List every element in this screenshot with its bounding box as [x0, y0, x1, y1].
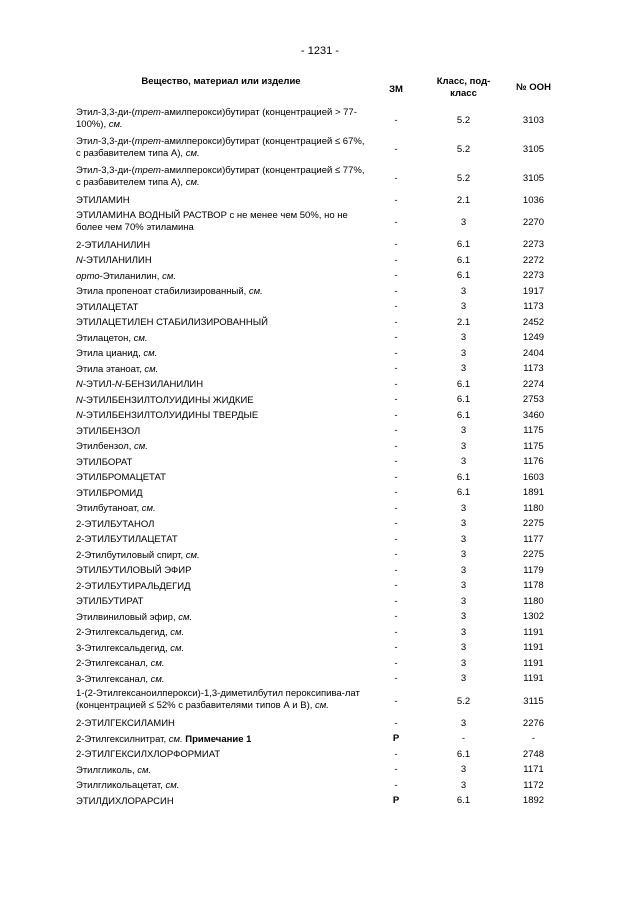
zm-cell: - — [394, 642, 398, 654]
header-un: № ООН — [516, 82, 551, 93]
class-cell: 3 — [460, 301, 467, 313]
header-zm: ЗМ — [389, 84, 403, 95]
substance-name: ЭТИЛБОРАТ — [76, 456, 133, 468]
substance-table — [76, 106, 576, 809]
header-class-line2: класс — [450, 88, 477, 99]
substance-name: 2-Этилбутиловый спирт, см. — [76, 549, 200, 561]
table-row — [76, 315, 576, 331]
substance-name: 2-ЭТИЛАНИЛИН — [76, 239, 151, 251]
table-row — [76, 470, 576, 486]
table-row — [76, 424, 576, 440]
zm-cell: - — [394, 518, 398, 530]
substance-name: ЭТИЛБРОМАЦЕТАТ — [76, 472, 166, 483]
un-number-cell: 2273 — [522, 270, 545, 282]
class-cell: 6.1 — [456, 471, 471, 483]
un-number-cell: 1302 — [522, 611, 545, 623]
substance-name: N-ЭТИЛ-N-БЕНЗИЛАНИЛИН — [76, 379, 204, 390]
zm-cell: - — [394, 143, 398, 155]
class-cell: 3 — [460, 764, 467, 776]
zm-cell: P — [392, 733, 400, 745]
zm-cell: - — [394, 285, 398, 297]
un-number-cell: 1891 — [522, 487, 545, 499]
zm-cell: - — [394, 409, 398, 421]
zm-cell: - — [394, 378, 398, 390]
class-cell: 3 — [460, 717, 467, 729]
un-number-cell: 1176 — [523, 456, 544, 468]
un-number-cell: 1917 — [522, 285, 545, 297]
substance-name: орто-Этиланилин, см. — [76, 270, 176, 282]
un-number-cell: 3105 — [522, 143, 545, 155]
table-row — [76, 346, 576, 362]
zm-cell: - — [394, 254, 398, 266]
class-cell: 2.1 — [456, 316, 471, 328]
zm-cell: - — [394, 657, 398, 669]
substance-name: 3-Этилгексальдегид, см. — [76, 642, 185, 654]
zm-cell: - — [394, 425, 398, 437]
un-number-cell: 1249 — [522, 332, 545, 344]
substance-name: ЭТИЛБУТИЛОВЫЙ ЭФИР — [76, 565, 192, 576]
substance-name: 2-ЭТИЛГЕКСИЛХЛОРФОРМИАТ — [76, 749, 221, 760]
table-row — [76, 106, 576, 135]
substance-name: Этилацетон, см. — [76, 332, 148, 344]
class-cell: 3 — [460, 626, 467, 638]
un-number-cell: 3460 — [522, 409, 545, 421]
zm-cell: - — [394, 748, 398, 760]
table-row — [76, 641, 576, 657]
table-row — [76, 486, 576, 502]
un-number-cell: 1172 — [523, 779, 544, 791]
table-row — [76, 563, 576, 579]
class-cell: 3 — [460, 347, 467, 359]
zm-cell: - — [394, 332, 398, 344]
substance-name: Этилбутаноат, см. — [76, 503, 156, 514]
substance-name: 1-(2-Этилгексаноилперокси)-1,3-диметилбутил пероксипива-лат (концентрацией ≤ 52% с разбавителями типов А и В), см. — [76, 688, 360, 711]
table-row — [76, 763, 576, 779]
class-cell: 3 — [460, 564, 467, 576]
class-cell: 6.1 — [456, 270, 471, 282]
substance-name: ЭТИЛАЦЕТИЛЕН СТАБИЛИЗИРОВАННЫЙ — [76, 317, 268, 328]
substance-name: 2-Этилгексанал, см. — [76, 658, 165, 669]
table-row — [76, 610, 576, 626]
zm-cell: - — [394, 456, 398, 468]
substance-name: ЭТИЛАМИНА ВОДНЫЙ РАСТВОР с не менее чем 50%, но не более чем 70% этиламина — [76, 209, 348, 233]
header-class — [426, 76, 501, 100]
class-cell: 5.2 — [456, 114, 471, 126]
table-row — [76, 625, 576, 641]
class-cell: 3 — [460, 580, 467, 592]
class-cell: 3 — [460, 595, 467, 607]
substance-name: Этилгликольацетат, см. — [76, 780, 180, 791]
un-number-cell: 3115 — [523, 695, 544, 707]
substance-name: 2-ЭТИЛБУТИРАЛЬДЕГИД — [76, 580, 191, 592]
table-row — [76, 656, 576, 672]
table-row — [76, 331, 576, 347]
un-number-cell: 1180 — [523, 595, 544, 607]
zm-cell: - — [394, 471, 398, 483]
class-cell: 6.1 — [456, 254, 471, 266]
class-cell: 6.1 — [456, 409, 471, 421]
table-row — [76, 594, 576, 610]
substance-name: 2-ЭТИЛГЕКСИЛАМИН — [76, 718, 175, 729]
substance-name: ЭТИЛАМИН — [76, 195, 130, 206]
substance-name: Этил-3,3-ди-(трет-амилперокси)бутират (концентрацией > 77-100%), см. — [76, 107, 357, 130]
table-row — [76, 269, 576, 285]
substance-name: Этила этаноат, см. — [76, 363, 159, 375]
un-number-cell: 1171 — [523, 764, 544, 776]
class-cell: 6.1 — [456, 487, 471, 499]
un-number-cell: 1175 — [523, 425, 544, 437]
table-row — [76, 439, 576, 455]
zm-cell: - — [394, 626, 398, 638]
substance-name: ЭТИЛБРОМИД — [76, 487, 143, 499]
un-number-cell: 2273 — [522, 239, 545, 251]
table-row — [76, 716, 576, 732]
class-cell: 3 — [460, 217, 467, 228]
zm-cell: - — [394, 502, 398, 514]
zm-cell: - — [394, 363, 398, 375]
table-header — [76, 76, 576, 100]
zm-cell: - — [394, 764, 398, 776]
class-cell: 3 — [460, 285, 467, 297]
zm-cell: - — [394, 564, 398, 576]
table-row — [76, 164, 576, 193]
un-number-cell: 2272 — [522, 254, 545, 266]
table-row — [76, 548, 576, 564]
table-row — [76, 284, 576, 300]
un-number-cell: 1179 — [523, 564, 544, 576]
table-row — [76, 794, 576, 810]
class-cell: 3 — [460, 549, 467, 561]
table-row — [76, 778, 576, 794]
class-cell: 3 — [460, 642, 467, 654]
table-row — [76, 747, 576, 763]
table-row — [76, 209, 576, 238]
class-cell: 3 — [460, 779, 467, 791]
table-row — [76, 135, 576, 164]
un-number-cell: 2452 — [522, 316, 545, 328]
un-number-cell: 2275 — [522, 549, 545, 561]
zm-cell: - — [394, 239, 398, 251]
un-number-cell: 1175 — [523, 440, 544, 452]
zm-cell: - — [394, 695, 398, 707]
zm-cell: - — [394, 487, 398, 499]
zm-cell: - — [394, 316, 398, 328]
class-cell: 3 — [460, 502, 467, 514]
un-number-cell: 2276 — [522, 717, 545, 729]
class-cell: 2.1 — [456, 194, 471, 206]
class-cell: 3 — [460, 456, 467, 468]
un-number-cell: 1191 — [523, 642, 544, 654]
class-cell: 5.2 — [456, 695, 471, 707]
zm-cell: - — [394, 779, 398, 791]
table-row — [76, 517, 576, 533]
zm-cell: - — [394, 673, 398, 685]
class-cell: - — [461, 733, 466, 745]
un-number-cell: 1191 — [523, 673, 544, 685]
table-row — [76, 300, 576, 316]
un-number-cell: 1036 — [522, 194, 545, 206]
table-row — [76, 362, 576, 378]
substance-name: 2-Этилгексилнитрат, см. Примечание 1 — [76, 733, 252, 745]
table-row — [76, 408, 576, 424]
substance-name: ЭТИЛДИХЛОРАРСИН — [76, 795, 174, 807]
zm-cell: - — [394, 347, 398, 359]
un-number-cell: 3105 — [522, 172, 545, 184]
zm-cell: - — [394, 717, 398, 729]
table-row — [76, 253, 576, 269]
un-number-cell: 3103 — [522, 114, 545, 126]
table-row — [76, 579, 576, 595]
un-number-cell: 2270 — [522, 217, 545, 228]
page-number: - 1231 - — [301, 45, 339, 57]
zm-cell: - — [394, 114, 398, 126]
class-cell: 3 — [460, 363, 467, 375]
class-cell: 3 — [460, 657, 467, 669]
un-number-cell: 2274 — [522, 378, 545, 390]
zm-cell: - — [394, 194, 398, 206]
class-cell: 3 — [460, 425, 467, 437]
class-cell: 5.2 — [456, 172, 471, 184]
class-cell: 6.1 — [456, 378, 471, 390]
un-number-cell: 2753 — [522, 394, 545, 406]
zm-cell: - — [394, 172, 398, 184]
class-cell: 6.1 — [456, 394, 471, 406]
un-number-cell: 1180 — [523, 502, 544, 514]
zm-cell: - — [394, 394, 398, 406]
table-row — [76, 455, 576, 471]
zm-cell: - — [394, 549, 398, 561]
un-number-cell: 1191 — [523, 626, 544, 638]
substance-name: N-ЭТИЛБЕНЗИЛТОЛУИДИНЫ ТВЕРДЫЕ — [76, 410, 259, 421]
un-number-cell: 1892 — [522, 795, 545, 807]
un-number-cell: 2275 — [522, 518, 545, 530]
substance-name: ЭТИЛБУТИРАТ — [76, 596, 144, 607]
class-cell: 5.2 — [456, 143, 471, 155]
substance-name: Этила цианид, см. — [76, 348, 158, 359]
table-row — [76, 193, 576, 209]
table-row — [76, 377, 576, 393]
substance-name: Этил-3,3-ди-(трет-амилперокси)бутират (концентрацией ≤ 67%, с разбавителем типа А), см. — [76, 136, 365, 159]
un-number-cell: 1603 — [522, 471, 545, 483]
class-cell: 3 — [460, 673, 467, 685]
substance-name: N-ЭТИЛБЕНЗИЛТОЛУИДИНЫ ЖИДКИЕ — [76, 394, 254, 406]
table-row — [76, 238, 576, 254]
table-row — [76, 393, 576, 409]
class-cell: 6.1 — [456, 748, 471, 760]
zm-cell: - — [394, 580, 398, 592]
un-number-cell: 2748 — [522, 748, 545, 760]
class-cell: 3 — [460, 533, 467, 545]
class-cell: 6.1 — [456, 795, 471, 807]
substance-name: N-ЭТИЛАНИЛИН — [76, 255, 152, 266]
substance-name: Этила пропеноат стабилизированный, см. — [76, 286, 263, 297]
class-cell: 3 — [460, 611, 467, 623]
substance-name: ЭТИЛБЕНЗОЛ — [76, 425, 141, 437]
substance-name: 2-ЭТИЛБУТАНОЛ — [76, 518, 155, 530]
substance-name: 3-Этилгексанал, см. — [76, 673, 165, 685]
class-cell: 6.1 — [456, 239, 471, 251]
un-number-cell: 1177 — [523, 533, 544, 545]
substance-name: ЭТИЛАЦЕТАТ — [76, 301, 139, 313]
substance-name: Этилгликоль, см. — [76, 764, 152, 776]
un-number-cell: 1178 — [523, 580, 544, 592]
substance-name: Этилвиниловый эфир, см. — [76, 611, 193, 623]
zm-cell: - — [394, 611, 398, 623]
un-number-cell: - — [531, 733, 536, 745]
header-class-line1: Класс, под- — [436, 76, 491, 87]
zm-cell: - — [394, 270, 398, 282]
zm-cell: - — [394, 595, 398, 607]
zm-cell: - — [394, 301, 398, 313]
class-cell: 3 — [460, 440, 467, 452]
zm-cell: - — [394, 217, 398, 228]
table-row — [76, 687, 576, 716]
un-number-cell: 1191 — [523, 657, 544, 669]
substance-name: 2-Этилгексальдегид, см. — [76, 627, 185, 638]
table-row — [76, 532, 576, 548]
substance-name: 2-ЭТИЛБУТИЛАЦЕТАТ — [76, 534, 178, 545]
un-number-cell: 2404 — [522, 347, 545, 359]
class-cell: 3 — [460, 518, 467, 530]
header-substance: Вещество, материал или изделие — [141, 76, 301, 87]
table-row — [76, 501, 576, 517]
substance-name: Этил-3,3-ди-(трет-амилперокси)бутират (концентрацией ≤ 77%, с разбавителем типа А), см. — [76, 165, 365, 188]
class-cell: 3 — [460, 332, 467, 344]
zm-cell: - — [394, 533, 398, 545]
zm-cell: - — [394, 440, 398, 452]
table-row — [76, 732, 576, 748]
un-number-cell: 1173 — [523, 363, 544, 375]
un-number-cell: 1173 — [523, 301, 544, 313]
table-row — [76, 672, 576, 688]
substance-name: Этилбензол, см. — [76, 441, 148, 452]
zm-cell: P — [392, 795, 400, 807]
